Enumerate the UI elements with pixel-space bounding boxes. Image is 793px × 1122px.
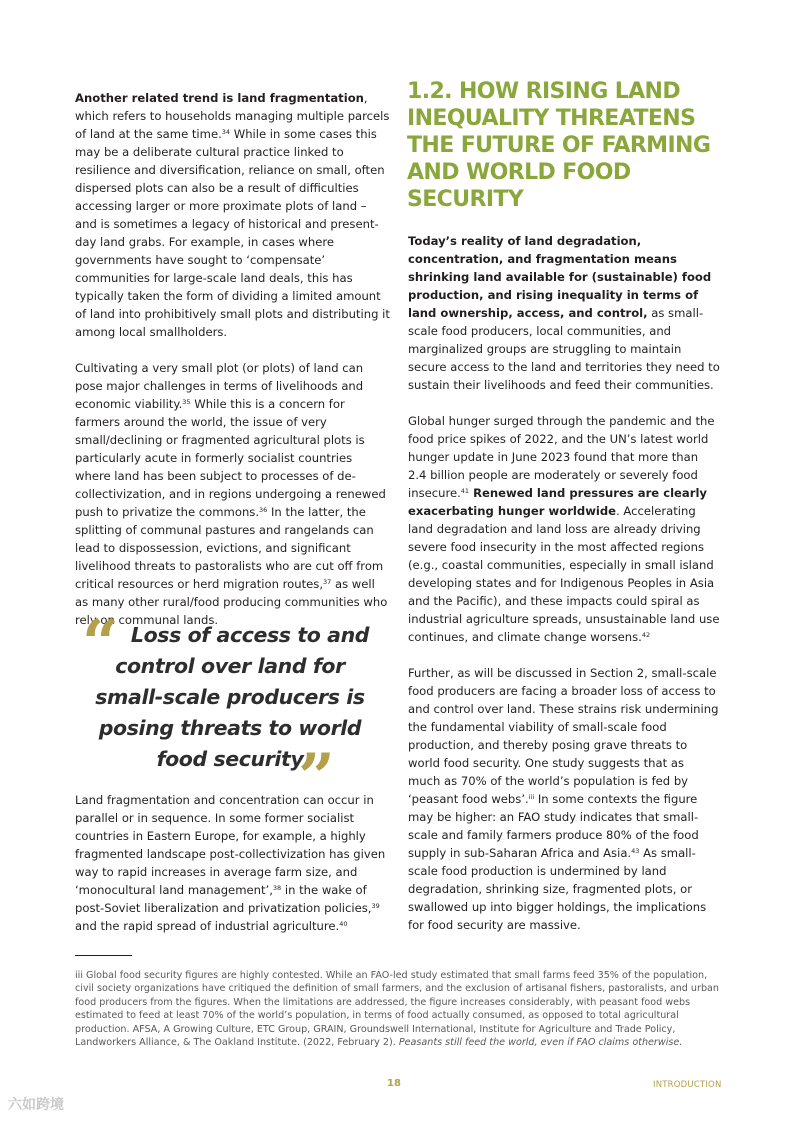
footnote-ref[interactable]: 37 [323,578,332,586]
paragraph-fragmentation-concentration: Land fragmentation and concentration can occur in parallel or in sequence. In some former socialist countries in Eastern Europe, for example, a highly fragmented landscape post-collectivization has given way to rapid increases in average farm size, and ‘monocultural land management’,$^{38}$ in the wake of post-Soviet liberalization and privatization policies,$^{39}$ and the rapid spread of industrial agriculture.$^{40}$ [75,793,386,933]
footnote-ref[interactable]: 36 [259,506,268,514]
paragraph-global-hunger: Global hunger surged through the pandemic and the food price spikes of 2022, and the UN’s latest world hunger update in June 2023 found that more than 2.4 billion people are moderately or severely food insecure.$^{41}$ Renewed land pressures are clearly exacerbating hunger worldwide. Accelerating land degradation and land loss are already driving severe food insecurity in the most affected regions (e.g., coastal communities, especially in small island developing states and for Indigenous Peoples in Asia and the Pacific), and these impacts could spiral as industrial agriculture spreads, unsustainable land use continues, and climate change worsens.$^{42}$ [408,414,720,644]
footnote-ref[interactable]: iii [528,793,535,801]
close-quote-icon: ” [298,740,335,815]
left-column [75,89,391,647]
footnote-ref[interactable]: 35 [182,398,191,406]
left-column-lower [75,791,391,953]
footnote-ref[interactable]: 34 [221,128,231,136]
paragraph-small-plots: Cultivating a very small plot (or plots) of land can pose major challenges in terms of livelihoods and economic viability.$^{35}$ While this is a concern for farmers around the world, the issue of very small/declining or fragmented agricultural plots is particularly acute in formerly socialist countries where land has been subject to processes of de-collectivization, and in regions undergoing a renewed push to privatize the commons.$^{36}$ In the latter, the splitting of communal pastures and rangelands can lead to dispossession, evictions, and significant livelihood threats to pastoralists who are cut off from critical resources or herd migration routes,$^{37}$ as well as many other rural/food producing communities who rely on communal lands. [75,361,388,627]
bold-lead: Today’s reality of land degradation, concentration, and fragmentation means shrinking land available for (sustainable) food production, and rising inequality in terms of land ownership, access, and control, [408,234,712,320]
footnote-ref[interactable]: 41 [460,487,470,495]
paragraph-loss-of-access: Further, as will be discussed in Section 2, small-scale food producers are facing a broader loss of access to and control over land. These strains risk undermining the fundamental viability of small-scale food production, and thereby posing grave threats to world food security. One study suggests that as much as 70% of the world’s population is fed by ‘peasant food webs’.$^{iii}$ In some contexts the figure may be higher: an FAO study indicates that small-scale and family farmers produce 80% of the food supply in sub-Saharan Africa and Asia.$^{43}$ As small-scale food production is undermined by land degradation, shrinking size, fragmented plots, or swallowed up into bigger holdings, the implications for food security are massive. [408,666,719,932]
right-column [408,232,720,952]
footnote-divider [75,955,132,956]
footnote-ref[interactable]: 43 [631,847,640,855]
bold-lead: Another related trend is land fragmentation [75,91,364,105]
footnote: iii Global food security figures are highly contested. While an FAO-led study estimated that small farms feed 35% of the population, civil society organizations have critiqued the definition of small farmers, and the exclusion of artisanal fishers, pastoralists, and urban food producers from the figures. When the limitations are addressed, the figure increases considerably, with peasant food webs estimated to feed at least 70% of the world’s population, in terms of food actually consumed, as opposed to total agricultural production. AFSA, A Growing Culture, ETC Group, GRAIN, Groundswell International, Institute for Agriculture and Trade Policy, Landworkers Alliance, & The Oakland Institute. (2022, February 2). Peasants still feed the world, even if FAO claims otherwise. [75,970,719,1049]
watermark: 六如跨境 [8,1097,64,1113]
footnote-ref[interactable]: 42 [641,631,651,639]
section-heading: 1.2. HOW RISING LAND INEQUALITY THREATENS THE FUTURE OF FARMING AND WORLD FOOD SECURITY [407,79,711,212]
footnote-ref[interactable]: 39 [371,902,380,910]
page-number: 18 [387,1078,401,1089]
open-quote-icon: “ [82,606,119,681]
pull-quote-text: Loss of access to and control over land for small-scale producers is posing threats to world food security [95,623,370,771]
paragraph-land-fragmentation: Another related trend is land fragmentation, which refers to households managing multiple parcels of land at the same time.$^{34}$ While in some cases this may be a deliberate cultural practice linked to resilience and diversification, reliance on small, often dispersed plots can also be a result of difficulties accessing larger or more proximate plots of land – and is sometimes a legacy of historical and present-day land grabs. For example, in cases where governments have sought to ‘compensate’ communities for large-scale land deals, this has typically taken the form of dividing a limited amount of land into prohibitively small plots and distributing it among local smallholders. [75,91,390,339]
footnote-citation-title: Peasants still feed the world, even if FAO claims otherwise. [398,1037,683,1049]
pull-quote [80,606,380,815]
footnote-ref[interactable]: 40 [339,920,348,928]
section-label: INTRODUCTION [653,1080,722,1090]
paragraph-land-degradation: Today’s reality of land degradation, concentration, and fragmentation means shrinking land available for (sustainable) food production, and rising inequality in terms of land ownership, access, and control, as small-scale food producers, local communities, and marginalized groups are struggling to maintain secure access to the land and territories they need to sustain their livelihoods and feed their communities. [408,234,720,392]
footnote-ref[interactable]: 38 [272,884,282,892]
